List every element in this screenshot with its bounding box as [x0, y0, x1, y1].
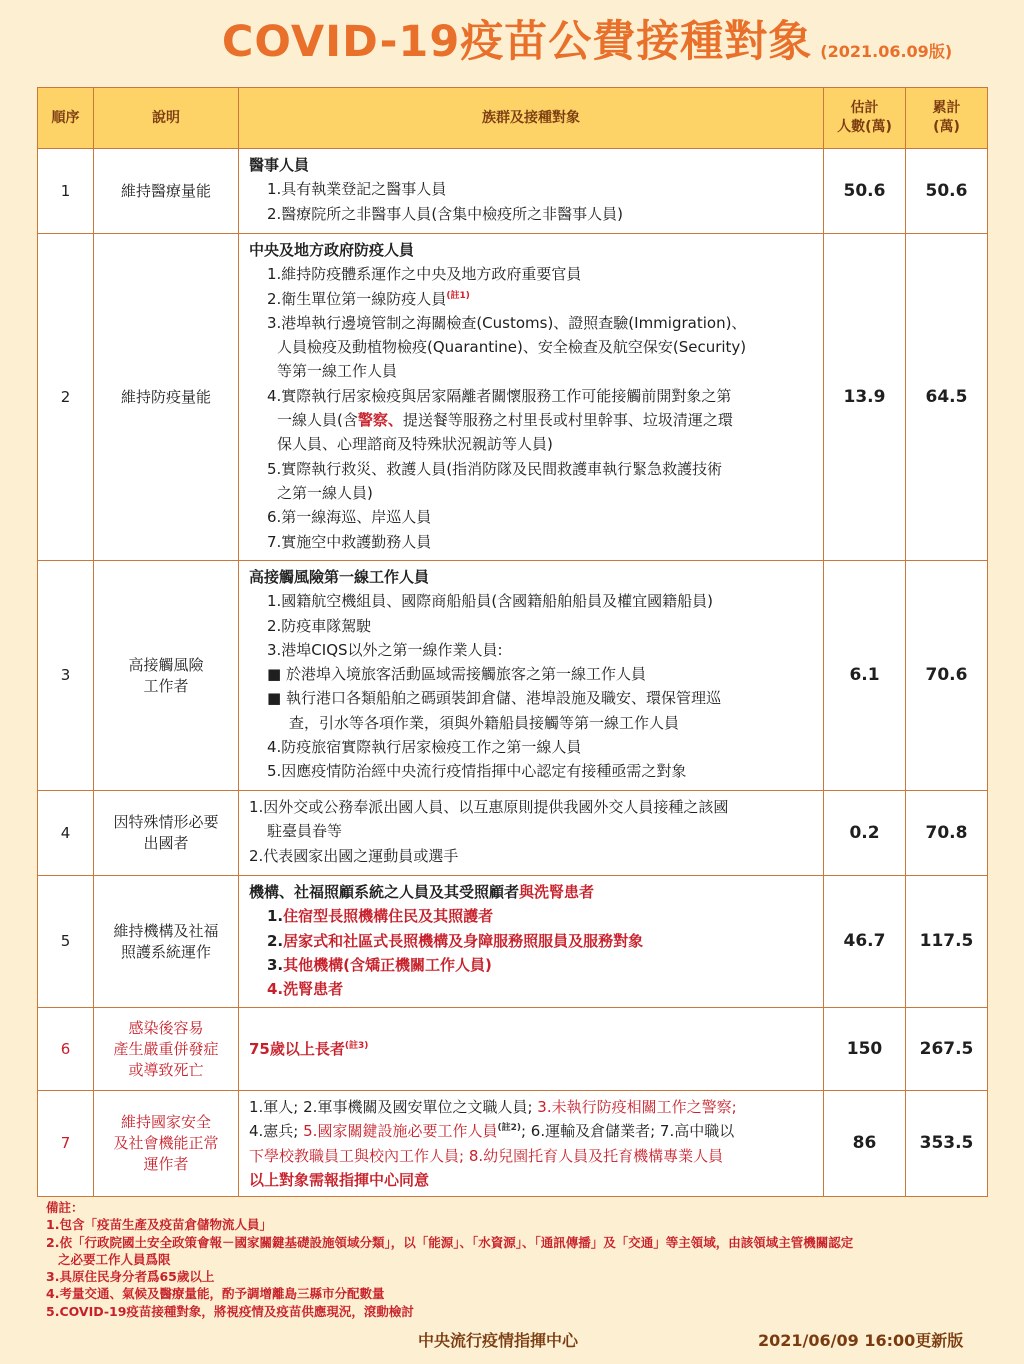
- row-estimate: 150: [824, 1008, 906, 1091]
- row-seq: 4: [38, 791, 94, 876]
- col-header-target: 族群及接種對象: [239, 88, 824, 149]
- row-seq: 2: [38, 234, 94, 561]
- row-target: [239, 1008, 824, 1091]
- target-item: 1.因外交或公務奉派出國人員、以互惠原則提供我國外交人員接種之該國: [249, 798, 729, 816]
- target-text: 4.憲兵;: [249, 1122, 304, 1141]
- col-header-desc: 說明: [94, 88, 239, 149]
- row-estimate: 13.9: [824, 234, 906, 561]
- col-header-cumulative-l2: (萬): [933, 119, 960, 135]
- target-heading: 高接觸風險第一線工作人員: [249, 568, 430, 586]
- col-header-estimate-l1: 估計: [850, 100, 879, 116]
- target-item-text: 其他機構(含矯正機關工作人員): [283, 955, 492, 974]
- row-desc-line: 及社會機能正常: [113, 1134, 219, 1153]
- version-label: (2021.06.09版): [820, 42, 953, 61]
- notes-section: [46, 1199, 996, 1320]
- row-seq: 5: [38, 876, 94, 1008]
- note-item: 5.COVID-19疫苗接種對象，將視疫情及疫苗供應現況，滾動檢討: [46, 1303, 414, 1319]
- row-desc-line: 維持機構及社福: [113, 921, 219, 940]
- row-cumulative: 70.6: [906, 561, 988, 791]
- target-heading: 中央及地方政府防疫人員: [249, 241, 415, 259]
- square-bullet-icon: ■: [267, 689, 282, 708]
- target-line: [249, 1119, 815, 1143]
- row-desc: [94, 1008, 239, 1091]
- row-seq: 6: [38, 1008, 94, 1091]
- target-text: ; 6.運輸及倉儲業者; 7.高中職以: [520, 1122, 735, 1141]
- row-target: [239, 149, 824, 234]
- row-desc: [94, 561, 239, 791]
- target-item: 4.洗腎患者: [267, 980, 344, 999]
- target-item: [249, 904, 815, 928]
- row-target: [239, 876, 824, 1008]
- square-bullet-icon: ■: [267, 665, 282, 684]
- target-heading: [249, 880, 815, 904]
- row-target: [239, 561, 824, 791]
- row-desc-line: 因特殊情形必要: [113, 813, 219, 831]
- target-item: 2.代表國家出國之運動員或選手: [249, 846, 459, 865]
- row-estimate: 46.7: [824, 876, 906, 1008]
- item-number: 2.: [267, 931, 284, 950]
- target-item: 1.具有執業登記之醫事人員: [267, 180, 447, 199]
- note-item: 3.具原住民身分者爲65歲以上: [46, 1269, 215, 1285]
- footnote-ref: (註1): [446, 290, 470, 301]
- row-estimate: 0.2: [824, 791, 906, 876]
- row-seq: 7: [38, 1091, 94, 1197]
- row-desc-line: 照護系統運作: [120, 942, 211, 961]
- target-heading-text: 機構、社福照顧系統之人員及其受照顧者: [249, 883, 520, 901]
- row-desc-line: 感染後容易: [128, 1018, 204, 1037]
- row-target: [239, 234, 824, 561]
- col-header-seq: 順序: [38, 88, 94, 149]
- row-cumulative: 64.5: [906, 234, 988, 561]
- row-cumulative: 117.5: [906, 876, 988, 1008]
- target-item-cont: 保人員、心理諮商及特殊狀況親訪等人員): [277, 435, 553, 454]
- col-header-cumulative-l1: 累計: [932, 100, 961, 116]
- target-item: 3.港埠CIQS以外之第一線作業人員:: [267, 640, 503, 659]
- row-estimate: 6.1: [824, 561, 906, 791]
- row-desc-line: 高接觸風險: [128, 655, 204, 674]
- target-text: 1.軍人; 2.軍事機關及國安單位之文職人員;: [249, 1098, 538, 1116]
- note-item: 2.依「行政院國土安全政策會報－國家關鍵基礎設施領域分類」，以「能源」、「水資源」、「通訊傳播」及「交通」等主領域，由該領域主管機關認定: [46, 1234, 854, 1250]
- target-bullet-text: 於港埠入境旅客活動區域需接觸旅客之第一線工作人員: [285, 665, 646, 684]
- target-item: [249, 287, 815, 311]
- row-desc-line: 維持國家安全: [120, 1113, 211, 1132]
- row-desc: [94, 1091, 239, 1197]
- target-item: 4.實際執行居家檢疫與居家隔離者關懷服務工作可能接觸前開對象之第: [267, 386, 732, 405]
- target-approval-note: 以上對象需報指揮中心同意: [249, 1170, 430, 1189]
- note-item-cont: 之必要工作人員爲限: [58, 1251, 171, 1267]
- target-item-cont: 等第一線工作人員: [277, 362, 398, 381]
- target-item: 1.維持防疫體系運作之中央及地方政府重要官員: [267, 265, 582, 284]
- target-bullet: [249, 662, 815, 686]
- row-desc: 維持防疫量能: [94, 234, 239, 561]
- row-cumulative: 267.5: [906, 1008, 988, 1091]
- table-row: [38, 234, 988, 561]
- col-header-cumulative: [906, 88, 988, 149]
- target-line: 下學校教職員工與校內工作人員; 8.幼兒園托育人員及托育機構專業人員: [249, 1146, 724, 1165]
- table-header-row: [38, 88, 988, 149]
- target-item: 7.實施空中救護勤務人員: [267, 532, 432, 551]
- footer-organization: 中央流行疫情指揮中心: [418, 1331, 579, 1350]
- footnote-ref: (註3): [344, 1040, 369, 1051]
- target-item-text: 住宿型長照機構住民及其照護者: [283, 907, 494, 926]
- row-desc-line: 產生嚴重併發症: [113, 1039, 219, 1058]
- target-item: 4.防疫旅宿實際執行居家檢疫工作之第一線人員: [267, 738, 582, 757]
- note-item: 4.考量交通、氣候及醫療量能，酌予調增離島三縣市分配數量: [46, 1286, 385, 1302]
- target-item: 2.醫療院所之非醫事人員(含集中檢疫所之非醫事人員): [267, 204, 624, 223]
- target-heading: 醫事人員: [249, 156, 310, 174]
- target-bullet: [249, 686, 815, 710]
- table-row: [38, 149, 988, 234]
- row-desc: 維持醫療量能: [94, 149, 239, 234]
- footnote-ref: (註2): [497, 1123, 521, 1134]
- table-row: [38, 791, 988, 876]
- target-item-cont: [249, 408, 815, 432]
- target-item: 3.港埠執行邊境管制之海關檢查(Customs)、證照查驗(Immigration)、: [267, 313, 747, 332]
- target-text: 75歲以上長者: [249, 1039, 345, 1058]
- table-row: [38, 1008, 988, 1091]
- row-desc-line: 或導致死亡: [128, 1060, 204, 1079]
- target-text: 提送餐等服務之村里長或村里幹事、垃圾清運之環: [402, 411, 733, 430]
- row-desc-line: 出國者: [143, 834, 189, 852]
- item-number: 1.: [267, 907, 284, 926]
- target-text: 一線人員(含: [277, 411, 358, 430]
- target-text-red: 5.國家關鍵設施必要工作人員: [303, 1122, 498, 1141]
- target-item: 5.實際執行救災、救護人員(指消防隊及民間救護車執行緊急救護技術: [267, 459, 723, 478]
- row-cumulative: 70.8: [906, 791, 988, 876]
- row-desc: [94, 791, 239, 876]
- target-item: [249, 929, 815, 953]
- table-row: [38, 561, 988, 791]
- target-bullet-cont: 查，引水等各項作業，須與外籍船員接觸等第一線工作人員: [289, 713, 680, 732]
- target-line: [249, 1095, 815, 1119]
- target-text-red: 3.未執行防疫相關工作之警察;: [537, 1098, 737, 1116]
- notes-title: 備註：: [46, 1200, 84, 1215]
- target-item: 2.防疫車隊駕駛: [267, 616, 372, 635]
- target-item-cont: 之第一線人員): [277, 483, 373, 502]
- target-item: [249, 953, 815, 977]
- page-title: COVID-19疫苗公費接種對象: [221, 17, 813, 67]
- highlight-police: 警察、: [357, 411, 403, 430]
- target-item: 6.第一線海巡、岸巡人員: [267, 508, 432, 527]
- footer-update-time: 2021/06/09 16:00更新版: [758, 1331, 964, 1350]
- target-item-cont: 人員檢疫及動植物檢疫(Quarantine)、安全檢查及航空保安(Security): [277, 338, 747, 357]
- table-row: [38, 1091, 988, 1197]
- row-seq: 1: [38, 149, 94, 234]
- row-target: [239, 791, 824, 876]
- row-estimate: 50.6: [824, 149, 906, 234]
- target-bullet-text: 執行港口各類船舶之碼頭裝卸倉儲、港埠設施及職安、環保管理巡: [285, 689, 721, 708]
- target-item-text: 居家式和社區式長照機構及身障服務照服員及服務對象: [283, 931, 644, 950]
- target-item-text: 2.衛生單位第一線防疫人員: [267, 289, 447, 308]
- target-item: 5.因應疫情防治經中央流行疫情指揮中心認定有接種亟需之對象: [267, 762, 687, 781]
- vaccine-priority-table: [37, 87, 988, 1197]
- target-item: 1.國籍航空機組員、國際商船船員(含國籍船舶船員及權宜國籍船員): [267, 592, 714, 611]
- row-desc: [94, 876, 239, 1008]
- row-cumulative: 353.5: [906, 1091, 988, 1197]
- row-target: [239, 1091, 824, 1197]
- row-desc-line: 運作者: [143, 1155, 189, 1174]
- highlight-dialysis: 與洗腎患者: [519, 883, 595, 901]
- row-estimate: 86: [824, 1091, 906, 1197]
- row-cumulative: 50.6: [906, 149, 988, 234]
- col-header-estimate-l2: 人數(萬): [837, 119, 892, 135]
- item-number: 3.: [267, 955, 284, 974]
- col-header-estimate: [824, 88, 906, 149]
- target-item-cont: 駐臺員眷等: [267, 822, 343, 841]
- note-item: 1.包含「疫苗生產及疫苗倉儲物流人員」: [46, 1217, 272, 1233]
- row-seq: 3: [38, 561, 94, 791]
- row-desc-line: 工作者: [143, 676, 189, 695]
- title-bar: [0, 14, 1024, 70]
- table-row: [38, 876, 988, 1008]
